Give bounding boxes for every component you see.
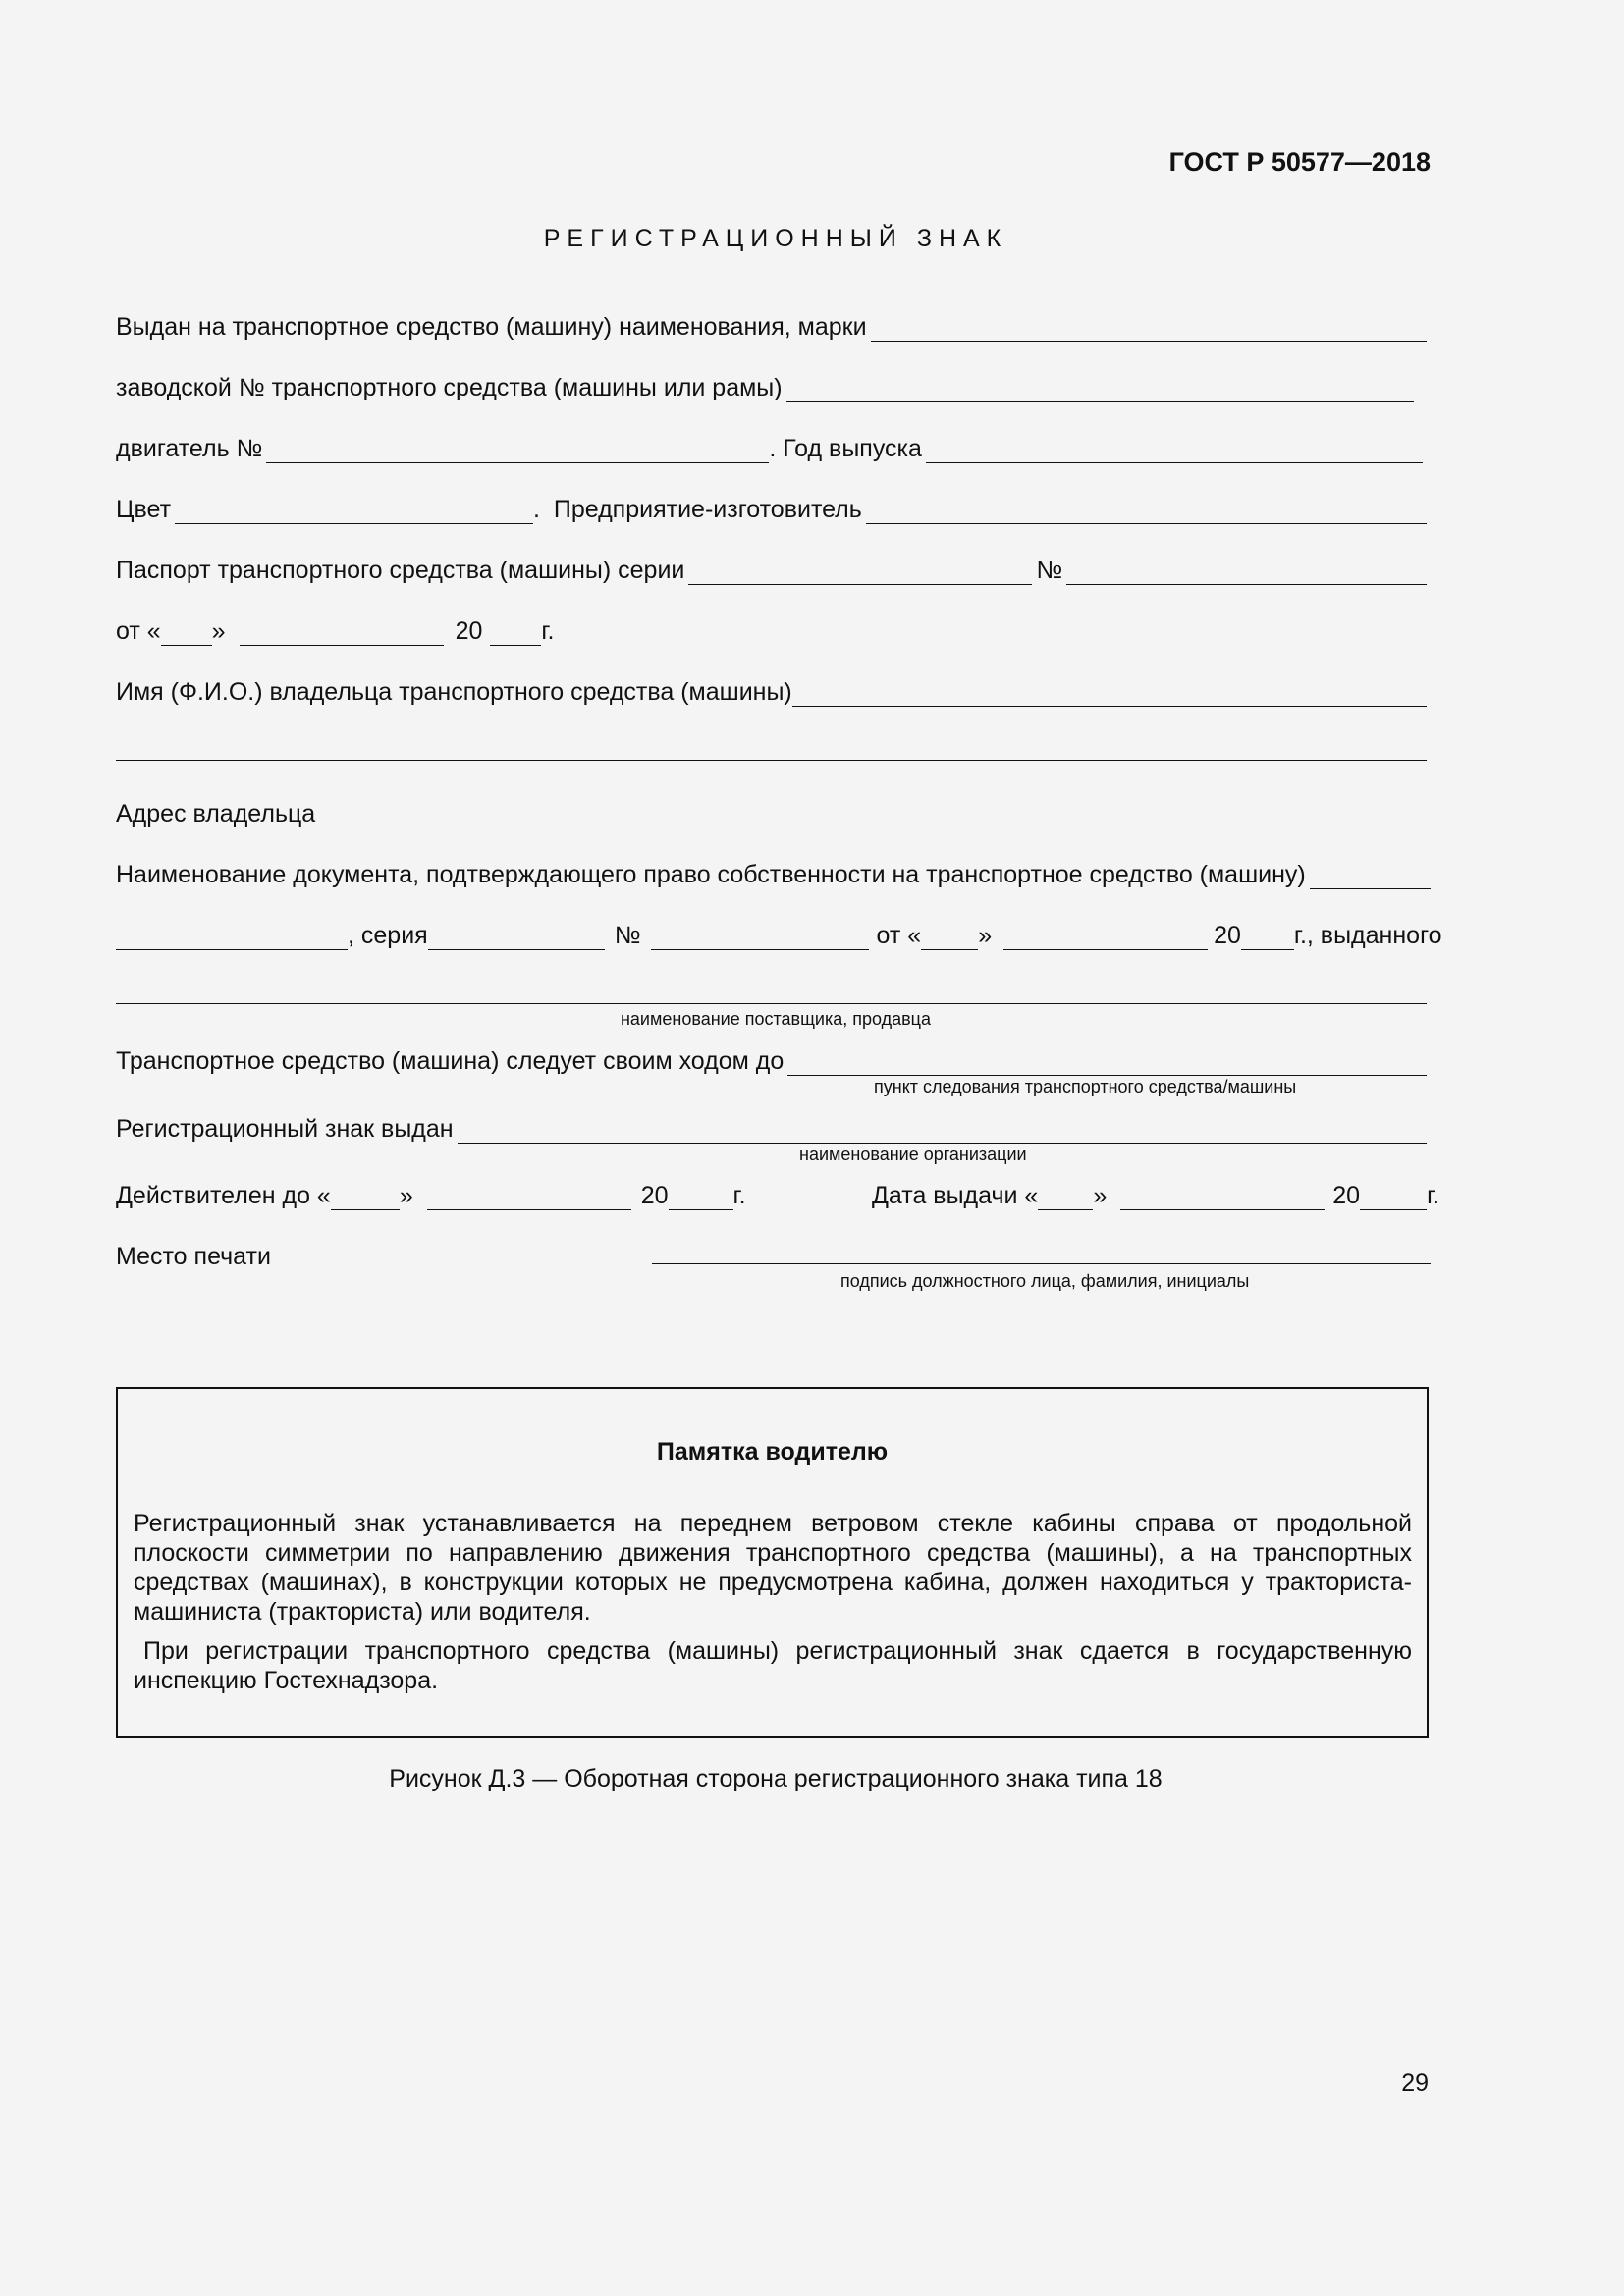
form-line-owner-name-cont <box>116 738 1427 761</box>
manufacturer-label: . Предприятие-изготовитель <box>533 496 862 523</box>
year-of-manufacture-label: . Год выпуска <box>769 435 922 462</box>
passport-number-field[interactable] <box>1066 562 1427 585</box>
issue-date-month-field[interactable] <box>1120 1188 1325 1210</box>
document-year-field[interactable] <box>1241 928 1294 950</box>
owner-address-field[interactable] <box>319 806 1426 828</box>
owner-name-label: Имя (Ф.И.О.) владельца транспортного средства (машины) <box>116 678 792 706</box>
form-line-supplier <box>116 982 1427 1004</box>
signature-field[interactable] <box>652 1242 1431 1264</box>
organization-hint: наименование организации <box>799 1145 1027 1164</box>
form-line-issued-by-org <box>116 1114 1431 1144</box>
page-number: 29 <box>1401 2069 1429 2097</box>
passport-series-field[interactable] <box>688 562 1032 585</box>
form-line-vehicle-make <box>116 312 1431 342</box>
quote-close-4: » <box>1093 1182 1108 1209</box>
document-date-from-label: от « <box>876 922 922 949</box>
ownership-document-field[interactable] <box>1310 867 1431 889</box>
issue-date-label: Дата выдачи « <box>872 1182 1039 1209</box>
quote-close-3: » <box>399 1182 413 1209</box>
form-line-passport-date <box>116 616 554 646</box>
form-line-color-manufacturer <box>116 495 1431 524</box>
issue-date-day-field[interactable] <box>1038 1188 1093 1210</box>
year-suffix: г. <box>541 617 555 645</box>
signature-hint: подпись должностного лица, фамилия, инициалы <box>840 1271 1250 1291</box>
color-field[interactable] <box>175 502 533 524</box>
engine-number-label: двигатель № <box>116 435 263 462</box>
valid-until-month-field[interactable] <box>427 1188 631 1210</box>
owner-name-field-continued[interactable] <box>116 738 1427 761</box>
destination-label: Транспортное средство (машина) следует своим ходом до <box>116 1047 785 1075</box>
owner-name-field[interactable] <box>792 684 1427 707</box>
year-prefix: 20 <box>455 617 483 645</box>
seal-place-label: Место печати <box>116 1243 271 1270</box>
form-line-signature <box>652 1242 1431 1264</box>
destination-hint: пункт следования транспортного средства/машины <box>874 1077 1297 1096</box>
form-line-valid-until <box>116 1181 746 1210</box>
document-number-field[interactable] <box>651 928 869 950</box>
issued-by-label: г., выданного <box>1293 922 1442 949</box>
series-label: , серия <box>348 922 428 949</box>
form-line-owner-name <box>116 677 1431 707</box>
valid-until-label: Действителен до « <box>116 1182 331 1209</box>
year-prefix-3: 20 <box>640 1182 669 1209</box>
document-month-field[interactable] <box>1003 928 1208 950</box>
year-prefix-2: 20 <box>1214 922 1241 949</box>
form-line-document-details <box>116 921 1442 950</box>
quote-close: » <box>211 617 226 645</box>
form-line-seal <box>116 1242 271 1271</box>
supplier-hint: наименование поставщика, продавца <box>620 1009 931 1029</box>
document-series-field[interactable] <box>428 928 605 950</box>
manufacturer-field[interactable] <box>866 502 1427 524</box>
valid-until-day-field[interactable] <box>331 1188 400 1210</box>
document-code: ГОСТ Р 50577—2018 <box>1168 147 1431 177</box>
year-suffix-3: г. <box>732 1182 746 1209</box>
issue-date-year-field[interactable] <box>1360 1188 1427 1210</box>
ownership-document-label: Наименование документа, подтверждающего право собственности на транспортное средство (машину) <box>116 861 1306 888</box>
color-label: Цвет <box>116 496 172 523</box>
document-number-sign: № <box>614 922 641 949</box>
document-name-field[interactable] <box>116 928 348 950</box>
passport-date-from-label: от « <box>116 617 161 645</box>
destination-field[interactable] <box>787 1053 1427 1076</box>
passport-number-sign: № <box>1036 557 1063 584</box>
form-line-passport <box>116 556 1431 585</box>
issuing-organization-field[interactable] <box>458 1121 1427 1144</box>
passport-year-field[interactable] <box>490 623 541 646</box>
year-suffix-4: г. <box>1427 1182 1440 1209</box>
vehicle-make-field[interactable] <box>871 319 1427 342</box>
owner-address-label: Адрес владельца <box>116 800 316 828</box>
memo-title: Памятка водителю <box>656 1438 889 1466</box>
document-day-field[interactable] <box>921 928 978 950</box>
sign-issued-label: Регистрационный знак выдан <box>116 1115 454 1143</box>
figure-caption: Рисунок Д.3 — Оборотная сторона регистрационного знака типа 18 <box>389 1765 1163 1792</box>
memo-paragraph-1: Регистрационный знак устанавливается на переднем ветровом стекле кабины справа от продольной плоскости симметрии по направлению движения транспортного средства (машины), а на транспортных средствах (машинах), в конструкции которых не предусмотрена кабина, должен находиться у тракториста-машиниста (тракториста) или водителя. <box>134 1510 1412 1626</box>
passport-day-field[interactable] <box>161 623 212 646</box>
year-prefix-4: 20 <box>1332 1182 1361 1209</box>
passport-month-field[interactable] <box>240 623 444 646</box>
supplier-field[interactable] <box>116 982 1427 1004</box>
form-line-destination <box>116 1046 1431 1076</box>
vehicle-make-label: Выдан на транспортное средство (машину) наименования, марки <box>116 313 867 341</box>
form-title: РЕГИСТРАЦИОННЫЙ ЗНАК <box>543 225 1008 252</box>
form-line-serial-number <box>116 373 1418 402</box>
memo-paragraph-2: При регистрации транспортного средства (машины) регистрационный знак сдается в государственную инспекцию Гостехнадзора. <box>134 1637 1412 1694</box>
valid-until-year-field[interactable] <box>669 1188 733 1210</box>
engine-number-field[interactable] <box>266 441 769 463</box>
serial-number-field[interactable] <box>786 380 1414 402</box>
form-line-issue-date <box>872 1181 1439 1210</box>
form-line-ownership-document <box>116 860 1431 889</box>
year-of-manufacture-field[interactable] <box>926 441 1423 463</box>
passport-series-label: Паспорт транспортного средства (машины) серии <box>116 557 685 584</box>
form-line-engine-year <box>116 434 1427 463</box>
quote-close-2: » <box>978 922 993 949</box>
driver-memo-box <box>116 1387 1429 1738</box>
form-line-owner-address <box>116 799 1430 828</box>
serial-number-label: заводской № транспортного средства (машины или рамы) <box>116 374 783 401</box>
